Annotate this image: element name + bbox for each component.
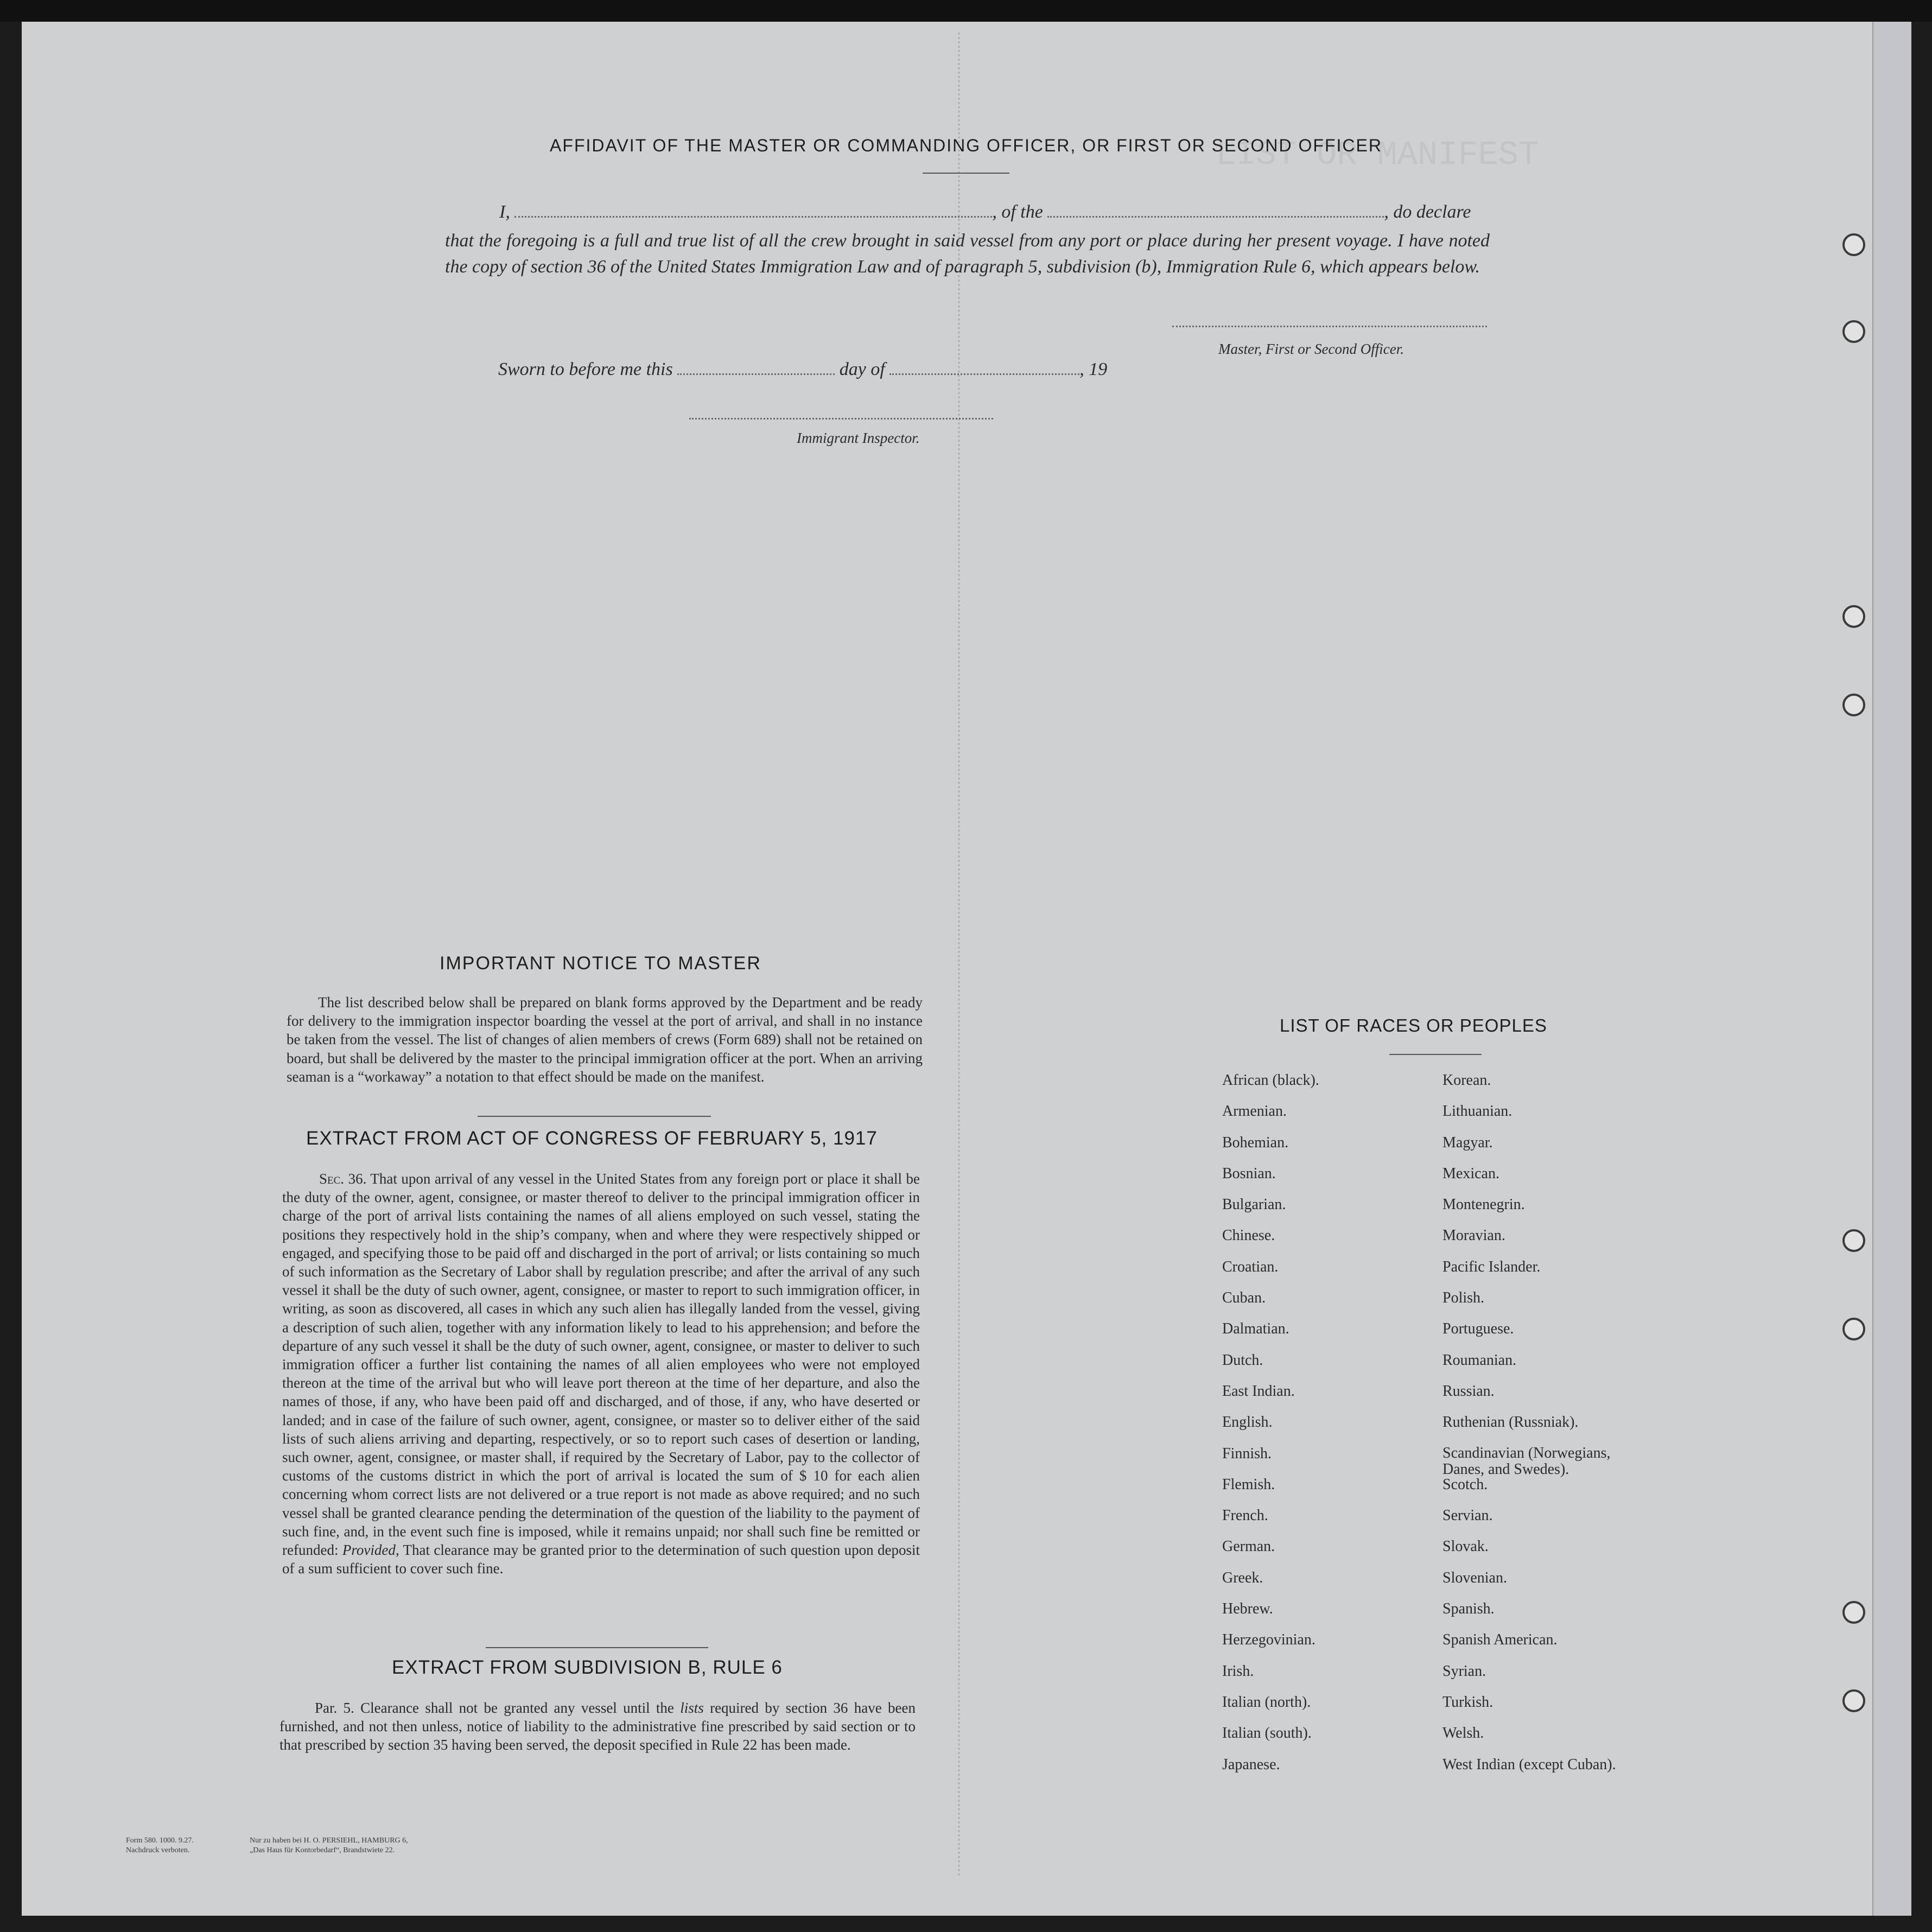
race-item: Portuguese. xyxy=(1442,1320,1514,1338)
rule-par-label: Par. 5. xyxy=(315,1700,354,1716)
race-item: Lithuanian. xyxy=(1442,1103,1512,1120)
race-item: Bohemian. xyxy=(1222,1134,1289,1151)
race-item: Cuban. xyxy=(1222,1289,1266,1307)
page-fold xyxy=(958,33,960,1878)
race-item: Dalmatian. xyxy=(1222,1320,1289,1338)
race-item: Roumanian. xyxy=(1442,1351,1517,1369)
race-item: German. xyxy=(1222,1538,1275,1555)
sworn-year: , 19 xyxy=(1079,359,1108,379)
race-item: Slovenian. xyxy=(1442,1569,1507,1586)
race-item: Scotch. xyxy=(1442,1476,1488,1493)
form-number xyxy=(126,1836,194,1855)
punch-hole xyxy=(1842,1689,1865,1712)
master-label: Master, First or Second Officer. xyxy=(1218,341,1404,357)
underlying-page-edge xyxy=(1872,22,1911,1916)
race-item: French. xyxy=(1222,1507,1268,1524)
race-item: Croatian. xyxy=(1222,1258,1279,1275)
inspector-label: Immigrant Inspector. xyxy=(797,430,920,446)
races-title: LIST OF RACES OR PEOPLES xyxy=(1280,1015,1547,1035)
race-item: Scandinavian (Norwegians, Danes, and Swedes). xyxy=(1442,1444,1611,1478)
sworn-day-blank[interactable] xyxy=(677,373,835,375)
act-body-text-2: That clearance may be granted prior to the determination of such question upon deposit of a sum sufficient to cover such fine. xyxy=(282,1542,920,1577)
vessel-blank[interactable] xyxy=(1047,216,1384,218)
race-item: Japanese. xyxy=(1222,1756,1280,1773)
races-right-column xyxy=(1442,1072,1622,1787)
sworn-day-of: day of xyxy=(839,359,885,379)
race-item: Welsh. xyxy=(1442,1725,1484,1742)
race-item: Herzegovinian. xyxy=(1222,1631,1315,1649)
race-item: Hebrew. xyxy=(1222,1600,1273,1618)
act-title: EXTRACT FROM ACT OF CONGRESS OF FEBRUARY 5, 1917 xyxy=(306,1128,878,1149)
race-item: Montenegrin. xyxy=(1442,1196,1525,1213)
form-line: Nachdruck verboten. xyxy=(126,1846,190,1854)
act-provided: Provided, xyxy=(342,1542,399,1559)
sworn-prefix: Sworn to before me this xyxy=(498,359,673,379)
race-item: African (black). xyxy=(1222,1072,1319,1089)
punch-hole xyxy=(1842,605,1865,628)
affidavit-title: AFFIDAVIT OF THE MASTER OR COMMANDING OFFICER, OR FIRST OR SECOND OFFICER xyxy=(550,136,1382,155)
race-item: Bulgarian. xyxy=(1222,1196,1286,1213)
races-left-column xyxy=(1222,1072,1319,1787)
race-item: Korean. xyxy=(1442,1072,1491,1089)
rule-lists: lists xyxy=(680,1700,704,1716)
act-body-text: That upon arrival of any vessel in the United States from any foreign port or place it shall be the duty of the owner, agent, consignee, or master thereof to deliver to the principal immigration officer in charge of the port of arrival lists containing the names of all aliens employed on such vessel, stating the positions they respectively hold in the ship’s company, when and where they were respectively shipped or engaged, and specifying those to be paid off and discharged in the port of arrival; or lists containing so much of such information as the Secretary of Labor shall by regulation prescribe; and after the arrival of any such vessel it shall be the duty of such owner, agent, consignee, or master to report to such immigration officer, in writing, as soon as discovered, all cases in which any such alien has illegally landed from the vessel, giving a description of such alien, together with any information likely to lead to his apprehension; and before the departure of any such vessel it shall be the duty of such owner, agent, consignee, or master to deliver to such immigration officer a further list containing the names of all alien employees who were not employed thereon at the time of the arrival but who will leave port thereon at the time of her departure, and also the names of those, if any, who have been paid off and discharged, and of those, if any, who have deserted or landed; and in case of the failure of such owner, agent, consignee, or master so to deliver either of the said lists of such aliens arriving and departing, respectively, or so to report such cases of desertion or landing, such owner, agent, consignee, or master shall, if required by the Secretary of Labor, pay to the collector of customs of the customs district in which the port of arrival is located the sum of $ 10 for each alien concerning whom correct lists are not delivered or a true report is not made as above required; and no such vessel shall be granted clearance pending the determination of the question of the liability to the payment of such fine, and, in the event such fine is imposed, while it remains unpaid; nor shall such fine be remitted or refunded: xyxy=(282,1171,920,1559)
sworn-month-blank[interactable] xyxy=(889,373,1079,375)
title-divider xyxy=(923,173,1009,174)
rule-body-text-2: required by section 36 have been furnished, and not then unless, notice of liability to the administrative fine prescribed by said section or to that prescribed by section 35 having been served, the deposit specified in Rule 22 has been made. xyxy=(279,1700,916,1753)
rule-body xyxy=(279,1699,916,1755)
printer-line: „Das Haus für Kontorbedarf“, Brandstwiete 22. xyxy=(250,1846,395,1854)
notice-title: IMPORTANT NOTICE TO MASTER xyxy=(440,953,761,974)
declare-line xyxy=(499,202,1471,223)
section-divider xyxy=(478,1116,711,1117)
inspector-signature-line[interactable] xyxy=(689,418,993,420)
punch-hole xyxy=(1842,1229,1865,1252)
race-item: Dutch. xyxy=(1222,1351,1263,1369)
punch-hole xyxy=(1842,694,1865,716)
race-item: Greek. xyxy=(1222,1569,1263,1586)
race-item: Turkish. xyxy=(1442,1693,1494,1711)
form-line: Form 580. 1000. 9.27. xyxy=(126,1836,194,1845)
name-blank[interactable] xyxy=(514,216,992,218)
race-item: Syrian. xyxy=(1442,1662,1486,1680)
affidavit-body: that the foregoing is a full and true list of all the crew brought in said vessel from any port or place during her present voyage. I have noted the copy of section 36 of the United States Immigration Law and of paragraph 5, subdivision (b), Immigration Rule 6, which appears below. xyxy=(445,231,1490,277)
bleed-through-text: LIST OR MANIFEST xyxy=(1216,136,1539,174)
race-item: Servian. xyxy=(1442,1507,1493,1524)
race-item: Pacific Islander. xyxy=(1442,1258,1541,1275)
race-item: Finnish. xyxy=(1222,1445,1272,1462)
race-item: Spanish. xyxy=(1442,1600,1495,1618)
race-item: Moravian. xyxy=(1442,1227,1505,1244)
race-item: Irish. xyxy=(1222,1662,1254,1680)
race-item: Polish. xyxy=(1442,1289,1485,1307)
declare-i: I, xyxy=(499,202,510,222)
act-body xyxy=(282,1170,920,1578)
section-divider xyxy=(486,1647,708,1648)
master-signature-line[interactable] xyxy=(1172,326,1487,327)
sworn-line xyxy=(498,359,1107,380)
race-item: English. xyxy=(1222,1414,1273,1431)
race-item: Italian (south). xyxy=(1222,1725,1312,1742)
printer-line: Nur zu haben bei H. O. PERSIEHL, HAMBURG 6, xyxy=(250,1836,408,1845)
races-divider xyxy=(1389,1054,1482,1055)
notice-body: The list described below shall be prepared on blank forms approved by the Department and be ready for delivery to the immigration inspector boarding the vessel at the port of arrival, and shall in no instance be taken from the vessel. The list of changes of alien members of crews (Form 689) shall not be retained on board, but shall be delivered by the master to the principal immigration officer at the port. When an arriving seaman is a “workaway” a notation to that effect should be made on the manifest. xyxy=(287,994,923,1085)
race-item: West Indian (except Cuban). xyxy=(1442,1756,1616,1773)
race-item: Ruthenian (Russniak). xyxy=(1442,1414,1579,1431)
race-item: Slovak. xyxy=(1442,1538,1489,1555)
rule-body-text: Clearance shall not be granted any vessel until the xyxy=(360,1700,674,1716)
race-item: East Indian. xyxy=(1222,1382,1295,1400)
race-item: Russian. xyxy=(1442,1382,1495,1400)
act-sec-label: Sec. 36. xyxy=(319,1171,367,1187)
scan-top-border xyxy=(0,0,1932,22)
race-item: Mexican. xyxy=(1442,1165,1499,1182)
punch-hole xyxy=(1842,233,1865,256)
punch-hole xyxy=(1842,1318,1865,1340)
race-item: Chinese. xyxy=(1222,1227,1275,1244)
race-item: Bosnian. xyxy=(1222,1165,1276,1182)
punch-hole xyxy=(1842,320,1865,343)
race-item: Italian (north). xyxy=(1222,1693,1311,1711)
declare-of-the: , of the xyxy=(992,202,1043,222)
punch-hole xyxy=(1842,1601,1865,1624)
race-item: Spanish American. xyxy=(1442,1631,1558,1649)
printer-imprint xyxy=(250,1836,408,1855)
race-item: Flemish. xyxy=(1222,1476,1275,1493)
rule-title: EXTRACT FROM SUBDIVISION B, RULE 6 xyxy=(392,1657,783,1678)
race-item: Magyar. xyxy=(1442,1134,1493,1151)
race-item: Armenian. xyxy=(1222,1103,1287,1120)
declare-do-declare: , do declare xyxy=(1384,202,1471,222)
